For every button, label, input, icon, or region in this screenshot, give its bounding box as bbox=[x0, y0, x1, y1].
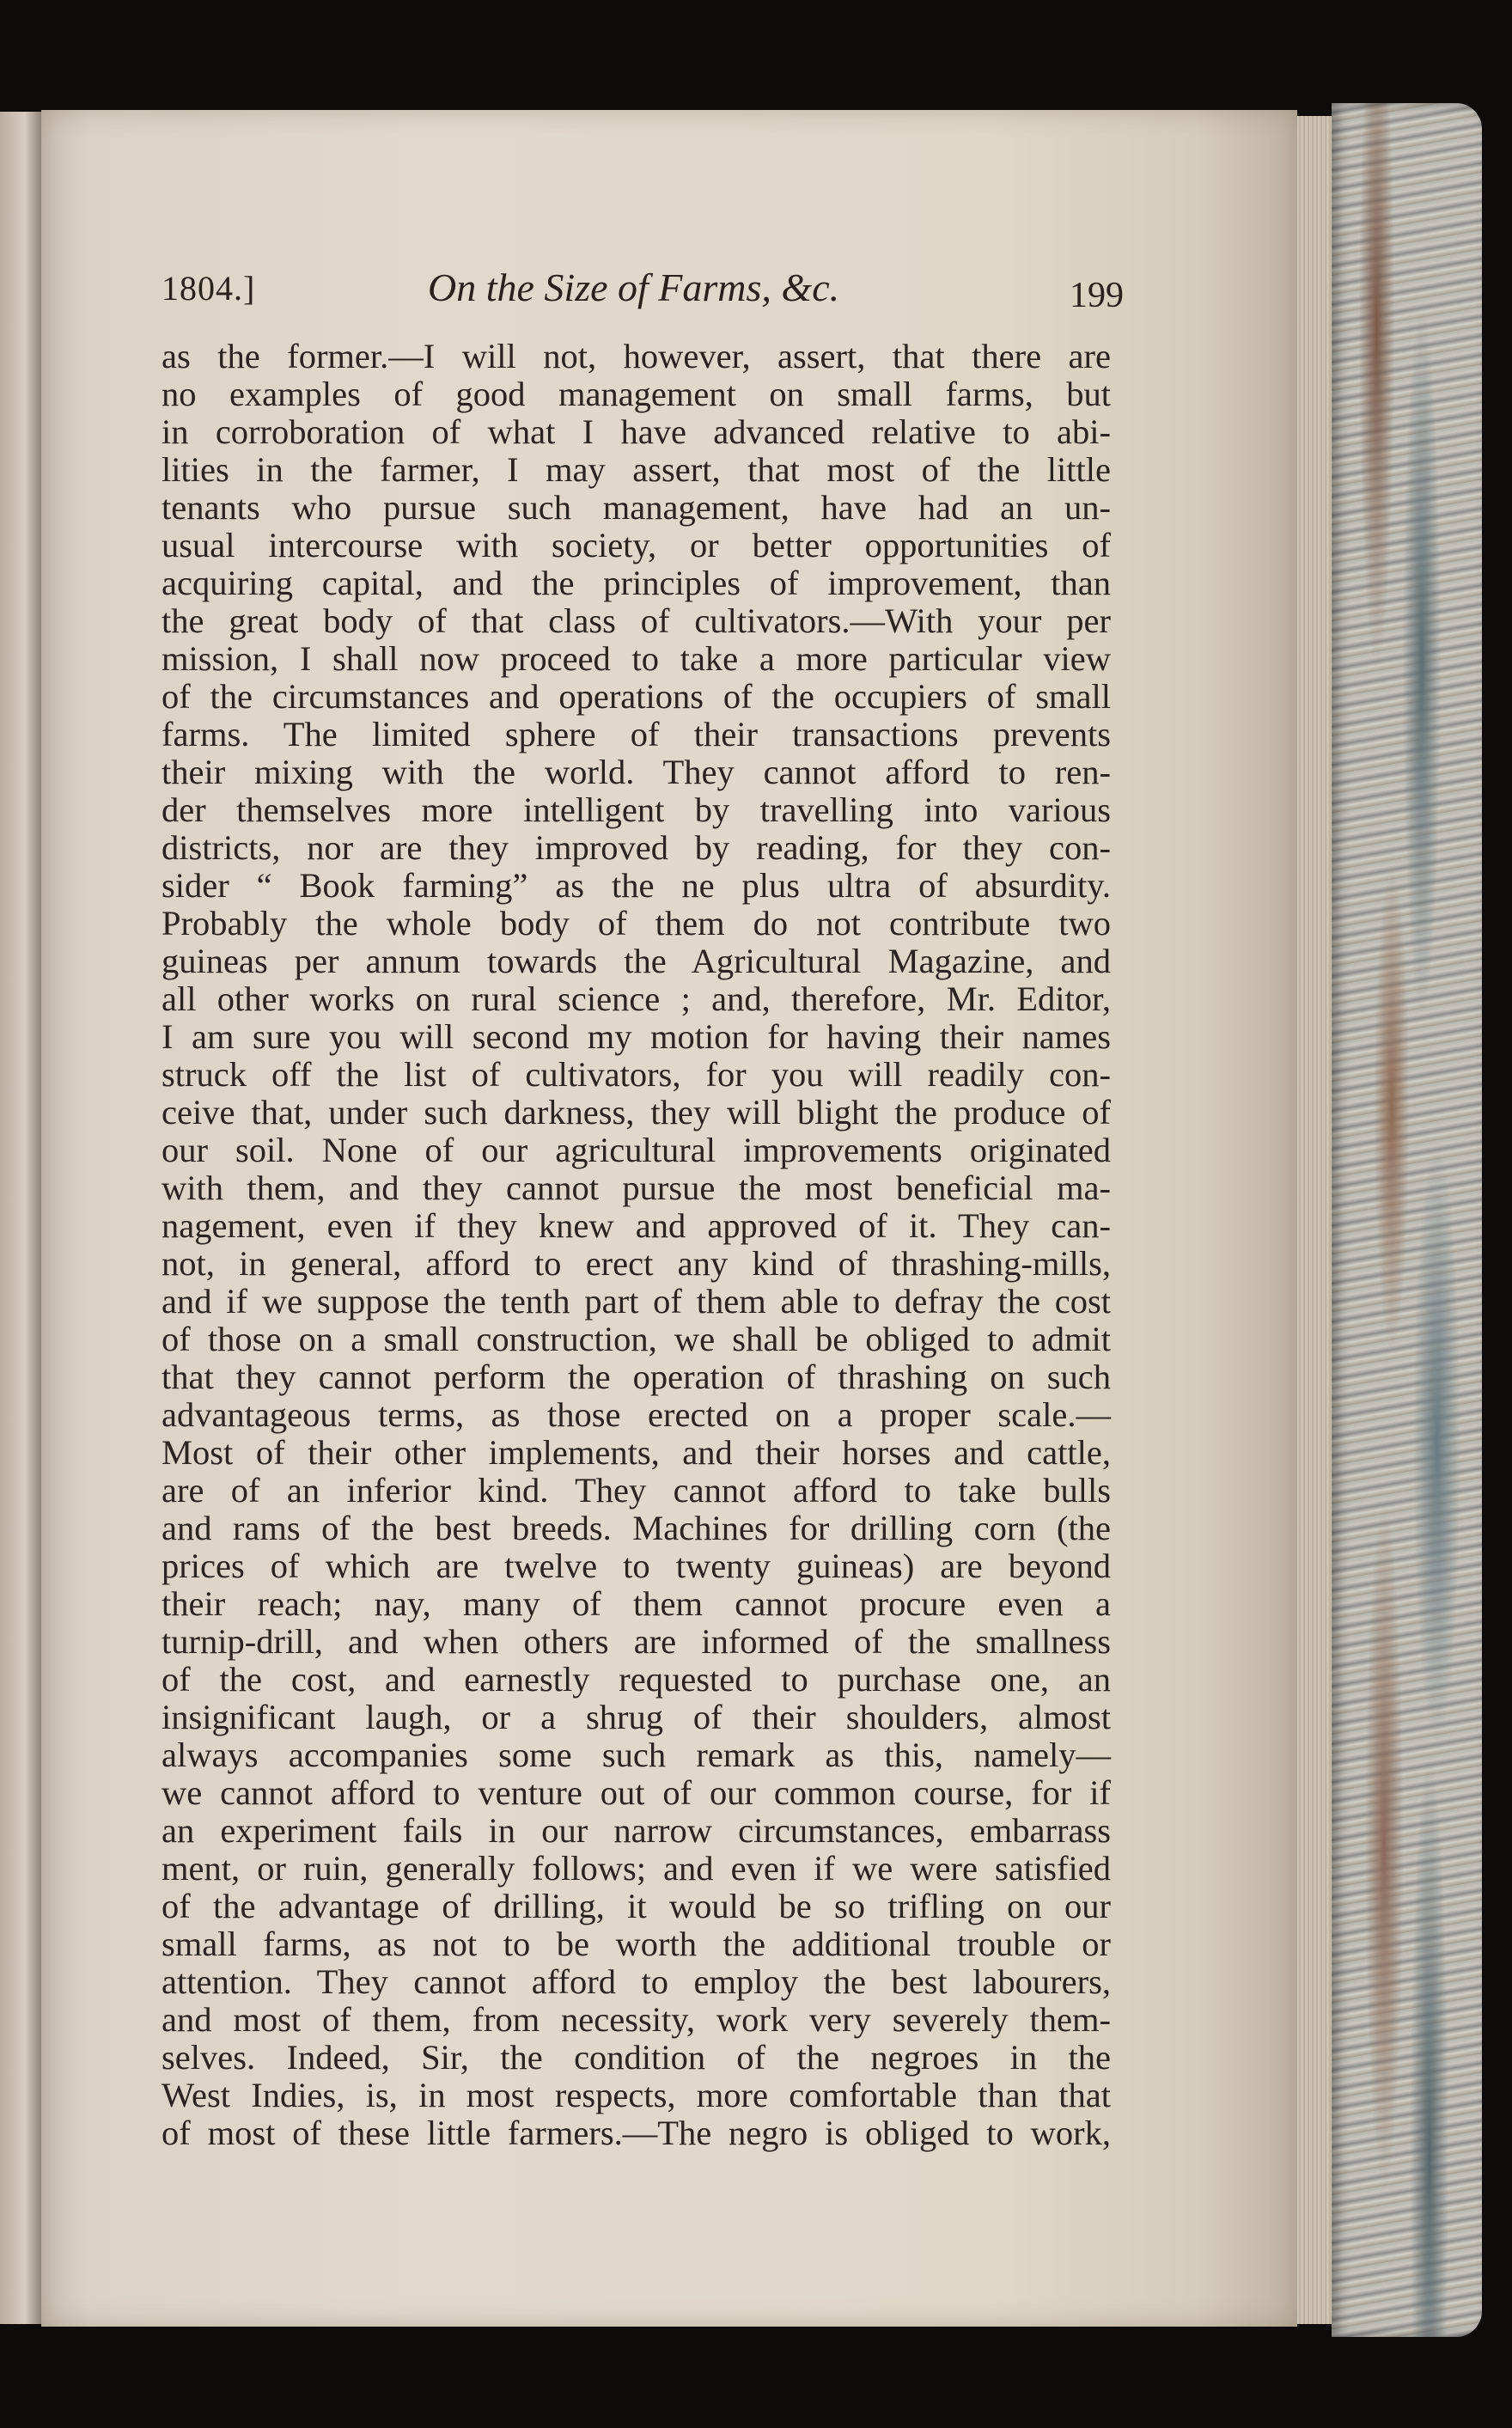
text-line: our soil. None of our agricultural improvements originated bbox=[162, 1131, 1111, 1169]
text-line: in corroboration of what I have advanced relative to abi- bbox=[162, 412, 1111, 451]
page-number: 199 bbox=[1070, 276, 1124, 315]
text-line: insignificant laugh, or a shrug of their shoulders, almost bbox=[162, 1698, 1111, 1736]
text-line: of the advantage of drilling, it would be so trifling on our bbox=[162, 1887, 1111, 1925]
text-line: no examples of good management on small farms, but bbox=[162, 375, 1111, 413]
text-line: sider “ Book farming” as the ne plus ultra of absurdity. bbox=[162, 866, 1111, 905]
text-line: selves. Indeed, Sir, the condition of the negroes in the bbox=[162, 2038, 1111, 2077]
text-line: with them, and they cannot pursue the most beneficial ma- bbox=[162, 1168, 1111, 1207]
body-text bbox=[162, 338, 1111, 2152]
text-line: of the cost, and earnestly requested to purchase one, an bbox=[162, 1660, 1111, 1699]
text-line: I am sure you will second my motion for having their names bbox=[162, 1017, 1111, 1056]
running-head bbox=[162, 265, 1124, 328]
text-line: struck off the list of cultivators, for you will readily con- bbox=[162, 1055, 1111, 1094]
text-line: turnip-drill, and when others are informed of the smallness bbox=[162, 1622, 1111, 1661]
text-line: that they cannot perform the operation of thrashing on such bbox=[162, 1357, 1111, 1396]
text-line: Most of their other implements, and their horses and cattle, bbox=[162, 1433, 1111, 1472]
text-line: advantageous terms, as those erected on a proper scale.— bbox=[162, 1395, 1111, 1434]
text-line: farms. The limited sphere of their transactions prevents bbox=[162, 715, 1111, 753]
text-line: always accompanies some such remark as this, namely— bbox=[162, 1736, 1111, 1774]
text-line: Probably the whole body of them do not contribute two bbox=[162, 904, 1111, 943]
text-line: der themselves more intelligent by travelling into various bbox=[162, 790, 1111, 829]
text-line: the great body of that class of cultivators.—With your per bbox=[162, 601, 1111, 640]
text-line: their mixing with the world. They cannot afford to ren- bbox=[162, 753, 1111, 791]
text-line: ment, or ruin, generally follows; and even if we were satisfied bbox=[162, 1849, 1111, 1888]
facing-page-edge bbox=[0, 112, 41, 2324]
header-title: On the Size of Farms, &c. bbox=[428, 265, 840, 309]
text-line: as the former.—I will not, however, assert, that there are bbox=[162, 337, 1111, 375]
text-line: lities in the farmer, I may assert, that most of the little bbox=[162, 450, 1111, 489]
text-line: acquiring capital, and the principles of improvement, than bbox=[162, 564, 1111, 602]
text-line: we cannot afford to venture out of our common course, for if bbox=[162, 1773, 1111, 1812]
text-line: nagement, even if they knew and approved of it. They can- bbox=[162, 1206, 1111, 1245]
text-line: all other works on rural science ; and, therefore, Mr. Editor, bbox=[162, 979, 1111, 1018]
text-line: ceive that, under such darkness, they will blight the produce of bbox=[162, 1093, 1111, 1132]
header-year: 1804.] bbox=[162, 269, 256, 308]
text-line: their reach; nay, many of them cannot procure even a bbox=[162, 1584, 1111, 1623]
text-line: of those on a small construction, we shall be obliged to admit bbox=[162, 1320, 1111, 1358]
text-line: and most of them, from necessity, work very severely them- bbox=[162, 2000, 1111, 2039]
text-line: tenants who pursue such management, have had an un- bbox=[162, 488, 1111, 527]
text-line: of most of these little farmers.—The negro is obliged to work, bbox=[162, 2114, 1111, 2152]
text-line: West Indies, is, in most respects, more comfortable than that bbox=[162, 2076, 1111, 2114]
marbled-fore-edge bbox=[1332, 103, 1482, 2337]
text-line: are of an inferior kind. They cannot afford to take bulls bbox=[162, 1471, 1111, 1510]
text-line: mission, I shall now proceed to take a more particular view bbox=[162, 639, 1111, 678]
text-line: of the circumstances and operations of the occupiers of small bbox=[162, 677, 1111, 716]
text-line: and rams of the best breeds. Machines for drilling corn (the bbox=[162, 1509, 1111, 1547]
text-line: an experiment fails in our narrow circumstances, embarrass bbox=[162, 1811, 1111, 1850]
text-line: small farms, as not to be worth the additional trouble or bbox=[162, 1925, 1111, 1963]
text-line: districts, nor are they improved by reading, for they con- bbox=[162, 828, 1111, 867]
text-line: and if we suppose the tenth part of them able to defray the cost bbox=[162, 1282, 1111, 1321]
text-line: not, in general, afford to erect any kind of thrashing-mills, bbox=[162, 1244, 1111, 1283]
text-line: usual intercourse with society, or better opportunities of bbox=[162, 526, 1111, 564]
text-line: prices of which are twelve to twenty guineas) are beyond bbox=[162, 1546, 1111, 1585]
text-line: attention. They cannot afford to employ the best labourers, bbox=[162, 1962, 1111, 2001]
text-line: guineas per annum towards the Agricultural Magazine, and bbox=[162, 942, 1111, 980]
